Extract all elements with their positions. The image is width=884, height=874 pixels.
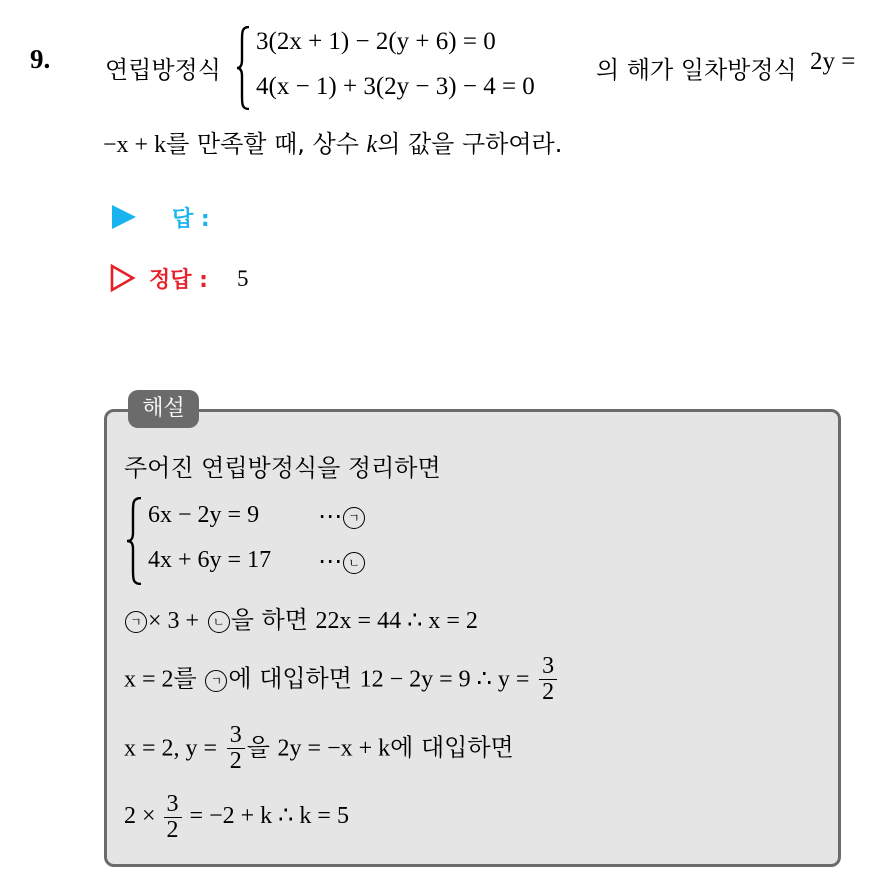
circled-nieun-icon: ㄴ [343,552,365,574]
substitution-text-b: 에 대입하면 [228,664,352,693]
elimination-result: 22x = 44 ∴ x = 2 [315,608,478,634]
substitution-value: x = 2 [124,666,174,693]
solution-pair: x = 2, y = [124,735,218,762]
fraction-three-halves [227,723,245,774]
substitution-expr: 12 − 2y = 9 ∴ y = [359,666,530,693]
system-equation-1: 3(2x + 1) − 2(y + 6) = 0 [256,28,496,55]
constant-k: k [366,132,378,158]
question-text-a: 를 만족할 때, 상수 [166,130,359,158]
explanation-system-eq-1: 6x − 2y = 9 [148,502,260,528]
circled-giyeok-icon: ㄱ [125,611,147,633]
substitute-text-b: 에 대입하면 [390,733,514,762]
elimination-text: 을 하면 [230,606,308,634]
explanation-line-4 [124,654,559,705]
answer-label: 답 : [172,207,210,232]
circled-giyeok-icon: ㄱ [205,670,227,692]
fraction-numerator: 3 [539,654,557,680]
fraction-numerator: 3 [164,792,182,818]
explanation-system-eq-2: 4x + 6y = 17 [148,547,272,573]
final-expr-left: 2 × [124,803,156,830]
ellipsis: ⋯ [318,502,342,530]
final-expr-right: = −2 + k ∴ k = 5 [189,803,349,830]
fraction-denominator: 2 [542,679,555,706]
answer-play-icon [112,205,136,229]
correct-answer-label: 정답 : [149,268,208,293]
circled-giyeok-icon: ㄱ [343,507,365,529]
question-intro: 연립방정식 [105,56,221,84]
question-mid-text: 의 해가 일차방정식 [596,56,797,84]
explanation-tag-label: 해설 [142,396,185,421]
fraction-denominator: 2 [229,748,242,775]
correct-arrow-icon [110,264,136,292]
question-line-2 [103,124,562,159]
question-text-b: 의 값을 구하여라. [377,130,563,158]
system-equation-2: 4(x − 1) + 3(2y − 3) − 4 = 0 [256,73,535,100]
elimination-expr: × 3 + [148,608,200,634]
equation-marker-1 [318,502,366,530]
equation-marker-2 [318,547,366,575]
fraction-three-halves [539,654,557,705]
fraction-three-halves [164,792,182,843]
explanation-line-1: 주어진 연립방정식을 정리하면 [124,454,441,482]
system-brace-icon [236,26,250,110]
circled-nieun-icon: ㄴ [208,611,230,633]
substitute-text-a: 을 [246,733,270,762]
linear-equation-lhs: 2y = [810,48,856,75]
substitution-text-a: 를 [173,664,197,693]
fraction-denominator: 2 [166,817,179,844]
question-number: 9. [30,44,51,74]
explanation-line-6 [124,792,349,843]
ellipsis: ⋯ [318,547,342,575]
explanation-line-5 [124,723,514,774]
correct-answer-value: 5 [237,266,249,291]
explanation-line-3 [124,600,478,635]
linear-equation-rhs: −x + k [103,132,167,158]
explanation-brace-icon [126,497,142,585]
fraction-numerator: 3 [227,723,245,749]
linear-equation-expr: 2y = −x + k [277,735,391,762]
